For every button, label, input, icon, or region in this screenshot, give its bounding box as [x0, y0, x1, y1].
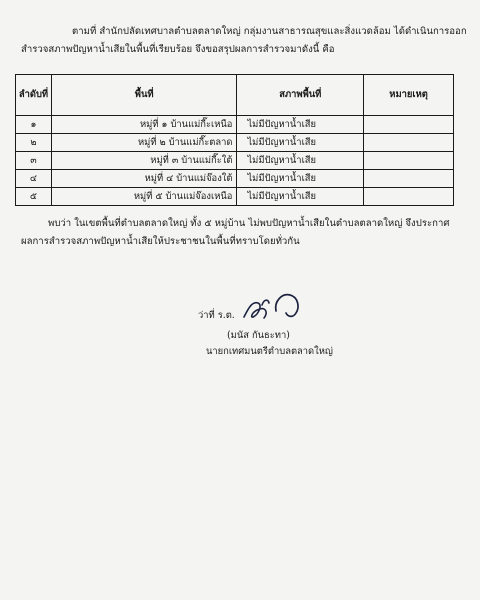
table-header-row	[16, 75, 454, 116]
header-condition: สภาพพื้นที่	[237, 75, 364, 116]
survey-table	[15, 74, 454, 206]
row-condition: ไม่มีปัญหาน้ำเสีย	[237, 116, 364, 134]
signatory-title: นายกเทศมนตรีตำบลตลาดใหญ่	[206, 346, 333, 357]
intro-line-1: ตามที่ สำนักปลัดเทศบาลตำบลตลาดใหญ่ กลุ่มงานสาธารณสุขและสิ่งแวดล้อม ได้ดำเนินการออก	[72, 26, 467, 37]
table-row	[16, 152, 454, 170]
row-num: ๕	[16, 188, 52, 206]
signatory-rank: ว่าที่ ร.ต.	[198, 310, 235, 321]
row-area: หมู่ที่ ๑ บ้านแม่กี๊ะเหนือ	[51, 116, 236, 134]
intro-line-2: สำรวจสภาพปัญหาน้ำเสียในพื้นที่เรียบร้อย จึงขอสรุปผลการสำรวจมาดังนี้ คือ	[21, 44, 335, 55]
row-note	[364, 134, 454, 152]
table-row	[16, 188, 454, 206]
row-num: ๓	[16, 152, 52, 170]
row-area: หมู่ที่ ๕ บ้านแม่จ๊องเหนือ	[51, 188, 236, 206]
row-num: ๑	[16, 116, 52, 134]
row-note	[364, 170, 454, 188]
handwritten-signature	[238, 287, 308, 327]
header-area: พื้นที่	[51, 75, 236, 116]
row-note	[364, 152, 454, 170]
row-note	[364, 188, 454, 206]
row-num: ๒	[16, 134, 52, 152]
header-note: หมายเหตุ	[364, 75, 454, 116]
row-condition: ไม่มีปัญหาน้ำเสีย	[237, 134, 364, 152]
row-area: หมู่ที่ ๔ บ้านแม่จ๊องใต้	[51, 170, 236, 188]
table-row	[16, 116, 454, 134]
table-row	[16, 134, 454, 152]
row-condition: ไม่มีปัญหาน้ำเสีย	[237, 152, 364, 170]
signatory-name: (มนัส กันธะทา)	[227, 330, 290, 341]
row-condition: ไม่มีปัญหาน้ำเสีย	[237, 188, 364, 206]
conclusion-line-2: ผลการสำรวจสภาพปัญหาน้ำเสียให้ประชาชนในพื้นที่ทราบโดยทั่วกัน	[21, 236, 300, 247]
row-area: หมู่ที่ ๒ บ้านแม่กี๊ะตลาด	[51, 134, 236, 152]
table-row	[16, 170, 454, 188]
row-note	[364, 116, 454, 134]
row-condition: ไม่มีปัญหาน้ำเสีย	[237, 170, 364, 188]
row-num: ๔	[16, 170, 52, 188]
conclusion-line-1: พบว่า ในเขตพื้นที่ตำบลตลาดใหญ่ ทั้ง ๕ หมู่บ้าน ไม่พบปัญหาน้ำเสียในตำบลตลาดใหญ่ จึงประกาศ	[48, 218, 450, 229]
row-area: หมู่ที่ ๓ บ้านแม่กี๊ะใต้	[51, 152, 236, 170]
header-num: ลำดับที่	[16, 75, 52, 116]
